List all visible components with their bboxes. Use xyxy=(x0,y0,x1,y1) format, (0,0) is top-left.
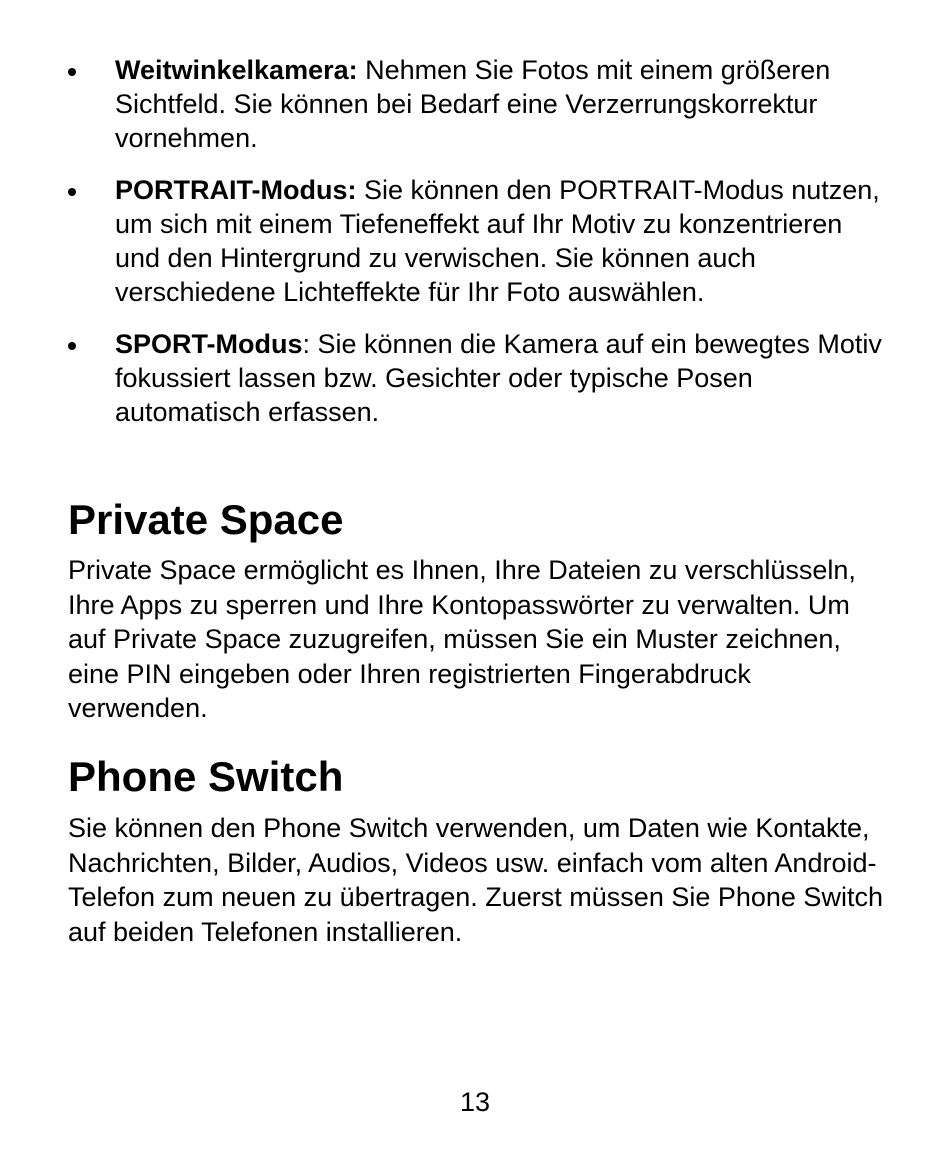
description-portrait: Sie können den PORTRAIT-Modus nutzen, um sich mit einem Tiefeneffekt auf Ihr Motiv zu konzentrieren und den Hintergrund zu verwischen. Sie können auch verschiedene Lichteffekte für Ihr Foto auswählen. xyxy=(115,175,880,307)
page-number: 13 xyxy=(459,1087,491,1117)
list-item-sport xyxy=(68,327,888,429)
list-item-wide-angle xyxy=(68,53,888,155)
bullet-icon xyxy=(68,188,76,196)
private-space-paragraph: Private Space ermöglicht es Ihnen, Ihre Dateien zu verschlüsseln, Ihre Apps zu sperren und Ihre Kontopasswörter zu verwalten. Um auf Private Space zuzugreifen, müssen Sie ein Muster zeichnen, eine PIN eingeben oder Ihren registrierten Fingerabdruck verwenden. xyxy=(68,555,856,723)
term-wide-angle: Weitwinkelkamera: xyxy=(115,55,358,85)
phone-switch-paragraph: Sie können den Phone Switch verwenden, um Daten wie Kontakte, Nachrichten, Bilder, Audios, Videos usw. einfach vom alten Android-Telefon zum neuen zu übertragen. Zuerst müssen Sie Phone Switch auf beiden Telefonen installieren. xyxy=(68,813,883,947)
term-portrait: PORTRAIT-Modus: xyxy=(115,175,357,205)
bullet-icon xyxy=(68,68,76,76)
description-sport: : Sie können die Kamera auf ein bewegtes Motiv fokussiert lassen bzw. Gesichter oder typische Posen automatisch erfassen. xyxy=(115,329,882,427)
phone-switch-heading: Phone Switch xyxy=(68,753,344,800)
description-wide-angle: Nehmen Sie Fotos mit einem größeren Sichtfeld. Sie können bei Bedarf eine Verzerrungskorrektur vornehmen. xyxy=(115,55,831,153)
term-sport: SPORT-Modus xyxy=(115,329,303,359)
private-space-heading: Private Space xyxy=(68,496,344,543)
camera-modes-list xyxy=(68,53,888,447)
list-item-portrait xyxy=(68,173,888,309)
bullet-icon xyxy=(68,342,76,350)
